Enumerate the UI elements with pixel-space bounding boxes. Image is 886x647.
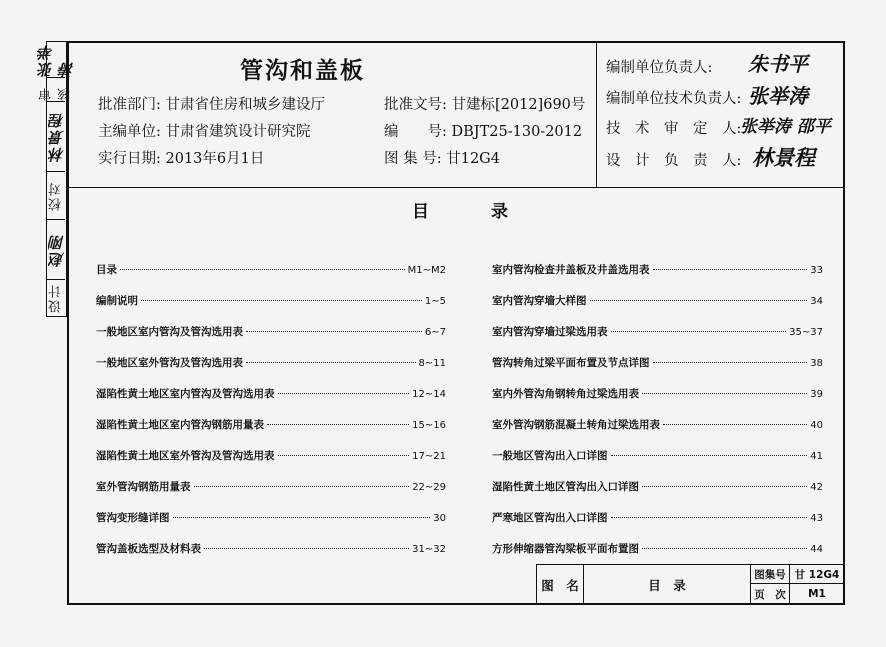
toc-entry	[96, 355, 446, 370]
toc-leader-dots	[267, 423, 409, 425]
toc-leader-dots	[120, 268, 405, 270]
strip-reviewer-sign: 张举涛	[37, 43, 76, 77]
toc-entry-name: 湿陷性黄土地区室内管沟及管沟选用表	[96, 388, 275, 400]
toc-entry	[96, 448, 446, 463]
toc-entry-name: 一般地区管沟出入口详图	[492, 450, 608, 462]
toc-entry-page: 38	[810, 358, 823, 369]
strip-checker-label: 校对	[47, 172, 65, 220]
toc-entry	[492, 324, 823, 339]
drawing-name-label: 图 名	[537, 565, 584, 604]
sign-unit-head: 朱书平	[748, 52, 808, 76]
toc-entry-name: 严寒地区管沟出入口详图	[492, 512, 608, 524]
sign-reviewer-label: 技 术 审 定 人:	[606, 121, 742, 137]
toc-heading: 目录	[412, 202, 570, 222]
toc-entry	[492, 262, 823, 277]
toc-entry	[492, 293, 823, 308]
toc-entry-page: 1~5	[424, 296, 446, 307]
toc-entry	[96, 324, 446, 339]
tb-atlas-no: 甘 12G4	[790, 565, 844, 584]
sign-reviewer: 张举涛 邵平	[740, 117, 831, 137]
atlas-title: 管沟和盖板	[240, 58, 365, 84]
approval-doc-number: 批准文号: 甘建标[2012]690号	[384, 97, 586, 113]
toc-leader-dots	[611, 330, 787, 332]
toc-entry-page: 6~7	[424, 327, 446, 338]
strip-designer-sign: 赵刚	[47, 220, 65, 280]
drawing-name: 目 录	[584, 565, 751, 604]
toc-entry-page: 8~11	[418, 358, 446, 369]
toc-entry-page: 41	[810, 451, 823, 462]
toc-leader-dots	[653, 361, 808, 363]
toc-entry-name: 室内管沟穿墙过梁选用表	[492, 326, 608, 338]
toc-leader-dots	[141, 299, 422, 301]
toc-entry-name: 目录	[96, 264, 117, 276]
toc-leader-dots	[278, 454, 410, 456]
toc-leader-dots	[278, 392, 410, 394]
toc-entry	[492, 355, 823, 370]
effective-date: 实行日期: 2013年6月1日	[98, 151, 265, 167]
review-signature-strip	[37, 41, 76, 317]
toc-entry-page: 35~37	[789, 327, 823, 338]
toc-entry-page: 33	[810, 265, 823, 276]
toc-entry-name: 一般地区室内管沟及管沟选用表	[96, 326, 243, 338]
toc-entry-page: 34	[810, 296, 823, 307]
strip-reviewer-label: 审核	[47, 78, 65, 102]
toc-entry-page: 15~16	[412, 420, 446, 431]
toc-entry	[492, 448, 823, 463]
sign-design-lead: 林景程	[752, 146, 815, 170]
tb-page: M1	[808, 588, 826, 600]
strip-checker-sign: 林景程	[47, 102, 65, 172]
toc-entry-name: 一般地区室外管沟及管沟选用表	[96, 357, 243, 369]
standard-code: 编 号: DBJT25-130-2012	[384, 124, 583, 140]
toc-entry-name: 室内管沟检查井盖板及井盖选用表	[492, 264, 650, 276]
toc-entry-page: 42	[810, 482, 823, 493]
toc-entry-page: 30	[433, 513, 446, 524]
strip-designer-label: 设计	[48, 283, 64, 313]
toc-entry	[492, 541, 823, 556]
toc-leader-dots	[663, 423, 807, 425]
toc-entry	[96, 417, 446, 432]
toc-leader-dots	[642, 547, 807, 549]
sign-tech-head: 张举涛	[748, 84, 808, 108]
toc-entry	[96, 510, 446, 525]
tb-atlas-no-label: 图集号	[751, 565, 790, 584]
approval-dept: 批准部门: 甘肃省住房和城乡建设厅	[98, 97, 325, 113]
toc-entry-page: 39	[810, 389, 823, 400]
tb-page-label: 页 次	[751, 584, 790, 604]
toc-entry-page: 22~29	[412, 482, 446, 493]
toc-entry-page: 40	[810, 420, 823, 431]
toc-entry-name: 湿陷性黄土地区管沟出入口详图	[492, 481, 639, 493]
toc-entry-page: 17~21	[412, 451, 446, 462]
toc-entry-name: 管沟转角过梁平面布置及节点详图	[492, 357, 650, 369]
toc-leader-dots	[173, 516, 431, 518]
toc-entry	[492, 386, 823, 401]
toc-leader-dots	[590, 299, 808, 301]
toc-entry-name: 室内管沟穿墙大样图	[492, 295, 587, 307]
toc-leader-dots	[204, 547, 409, 549]
toc-entry-name: 室外管沟钢筋用量表	[96, 481, 191, 493]
toc-entry-page: 12~14	[412, 389, 446, 400]
toc-entry	[492, 510, 823, 525]
toc-entry-name: 方形伸缩器管沟梁板平面布置图	[492, 543, 639, 555]
toc-leader-dots	[611, 454, 808, 456]
toc-leader-dots	[642, 485, 807, 487]
sign-unit-head-label: 编制单位负责人:	[606, 60, 713, 76]
sign-tech-head-label: 编制单位技术负责人:	[606, 91, 742, 107]
toc-entry	[96, 262, 446, 277]
toc-entry-name: 管沟变形缝详图	[96, 512, 170, 524]
toc-leader-dots	[246, 330, 422, 332]
toc-entry-page: 43	[810, 513, 823, 524]
toc-entry	[96, 479, 446, 494]
chief-unit: 主编单位: 甘肃省建筑设计研究院	[98, 124, 311, 140]
header-divider	[67, 187, 845, 188]
toc-entry-name: 湿陷性黄土地区室外管沟及管沟选用表	[96, 450, 275, 462]
toc-entry	[492, 479, 823, 494]
toc-entry-name: 室内外管沟角钢转角过梁选用表	[492, 388, 639, 400]
toc-entry	[96, 541, 446, 556]
toc-leader-dots	[611, 516, 808, 518]
toc-entry	[492, 417, 823, 432]
toc-entry	[96, 386, 446, 401]
toc-entry-name: 室外管沟钢筋混凝土转角过梁选用表	[492, 419, 660, 431]
toc-entry-name: 管沟盖板选型及材料表	[96, 543, 201, 555]
toc-leader-dots	[246, 361, 416, 363]
toc-leader-dots	[653, 268, 808, 270]
toc-leader-dots	[642, 392, 807, 394]
toc-entry-name: 编制说明	[96, 295, 138, 307]
toc-entry	[96, 293, 446, 308]
toc-entry-page: M1~M2	[407, 265, 446, 276]
toc-entry-name: 湿陷性黄土地区室内管沟钢筋用量表	[96, 419, 264, 431]
atlas-number: 图 集 号: 甘12G4	[384, 151, 500, 167]
header-divider-vertical	[596, 41, 597, 187]
sign-design-lead-label: 设 计 负 责 人:	[606, 153, 742, 169]
toc-entry-page: 44	[810, 544, 823, 555]
toc-leader-dots	[194, 485, 410, 487]
toc-entry-page: 31~32	[412, 544, 446, 555]
title-block	[536, 564, 845, 605]
